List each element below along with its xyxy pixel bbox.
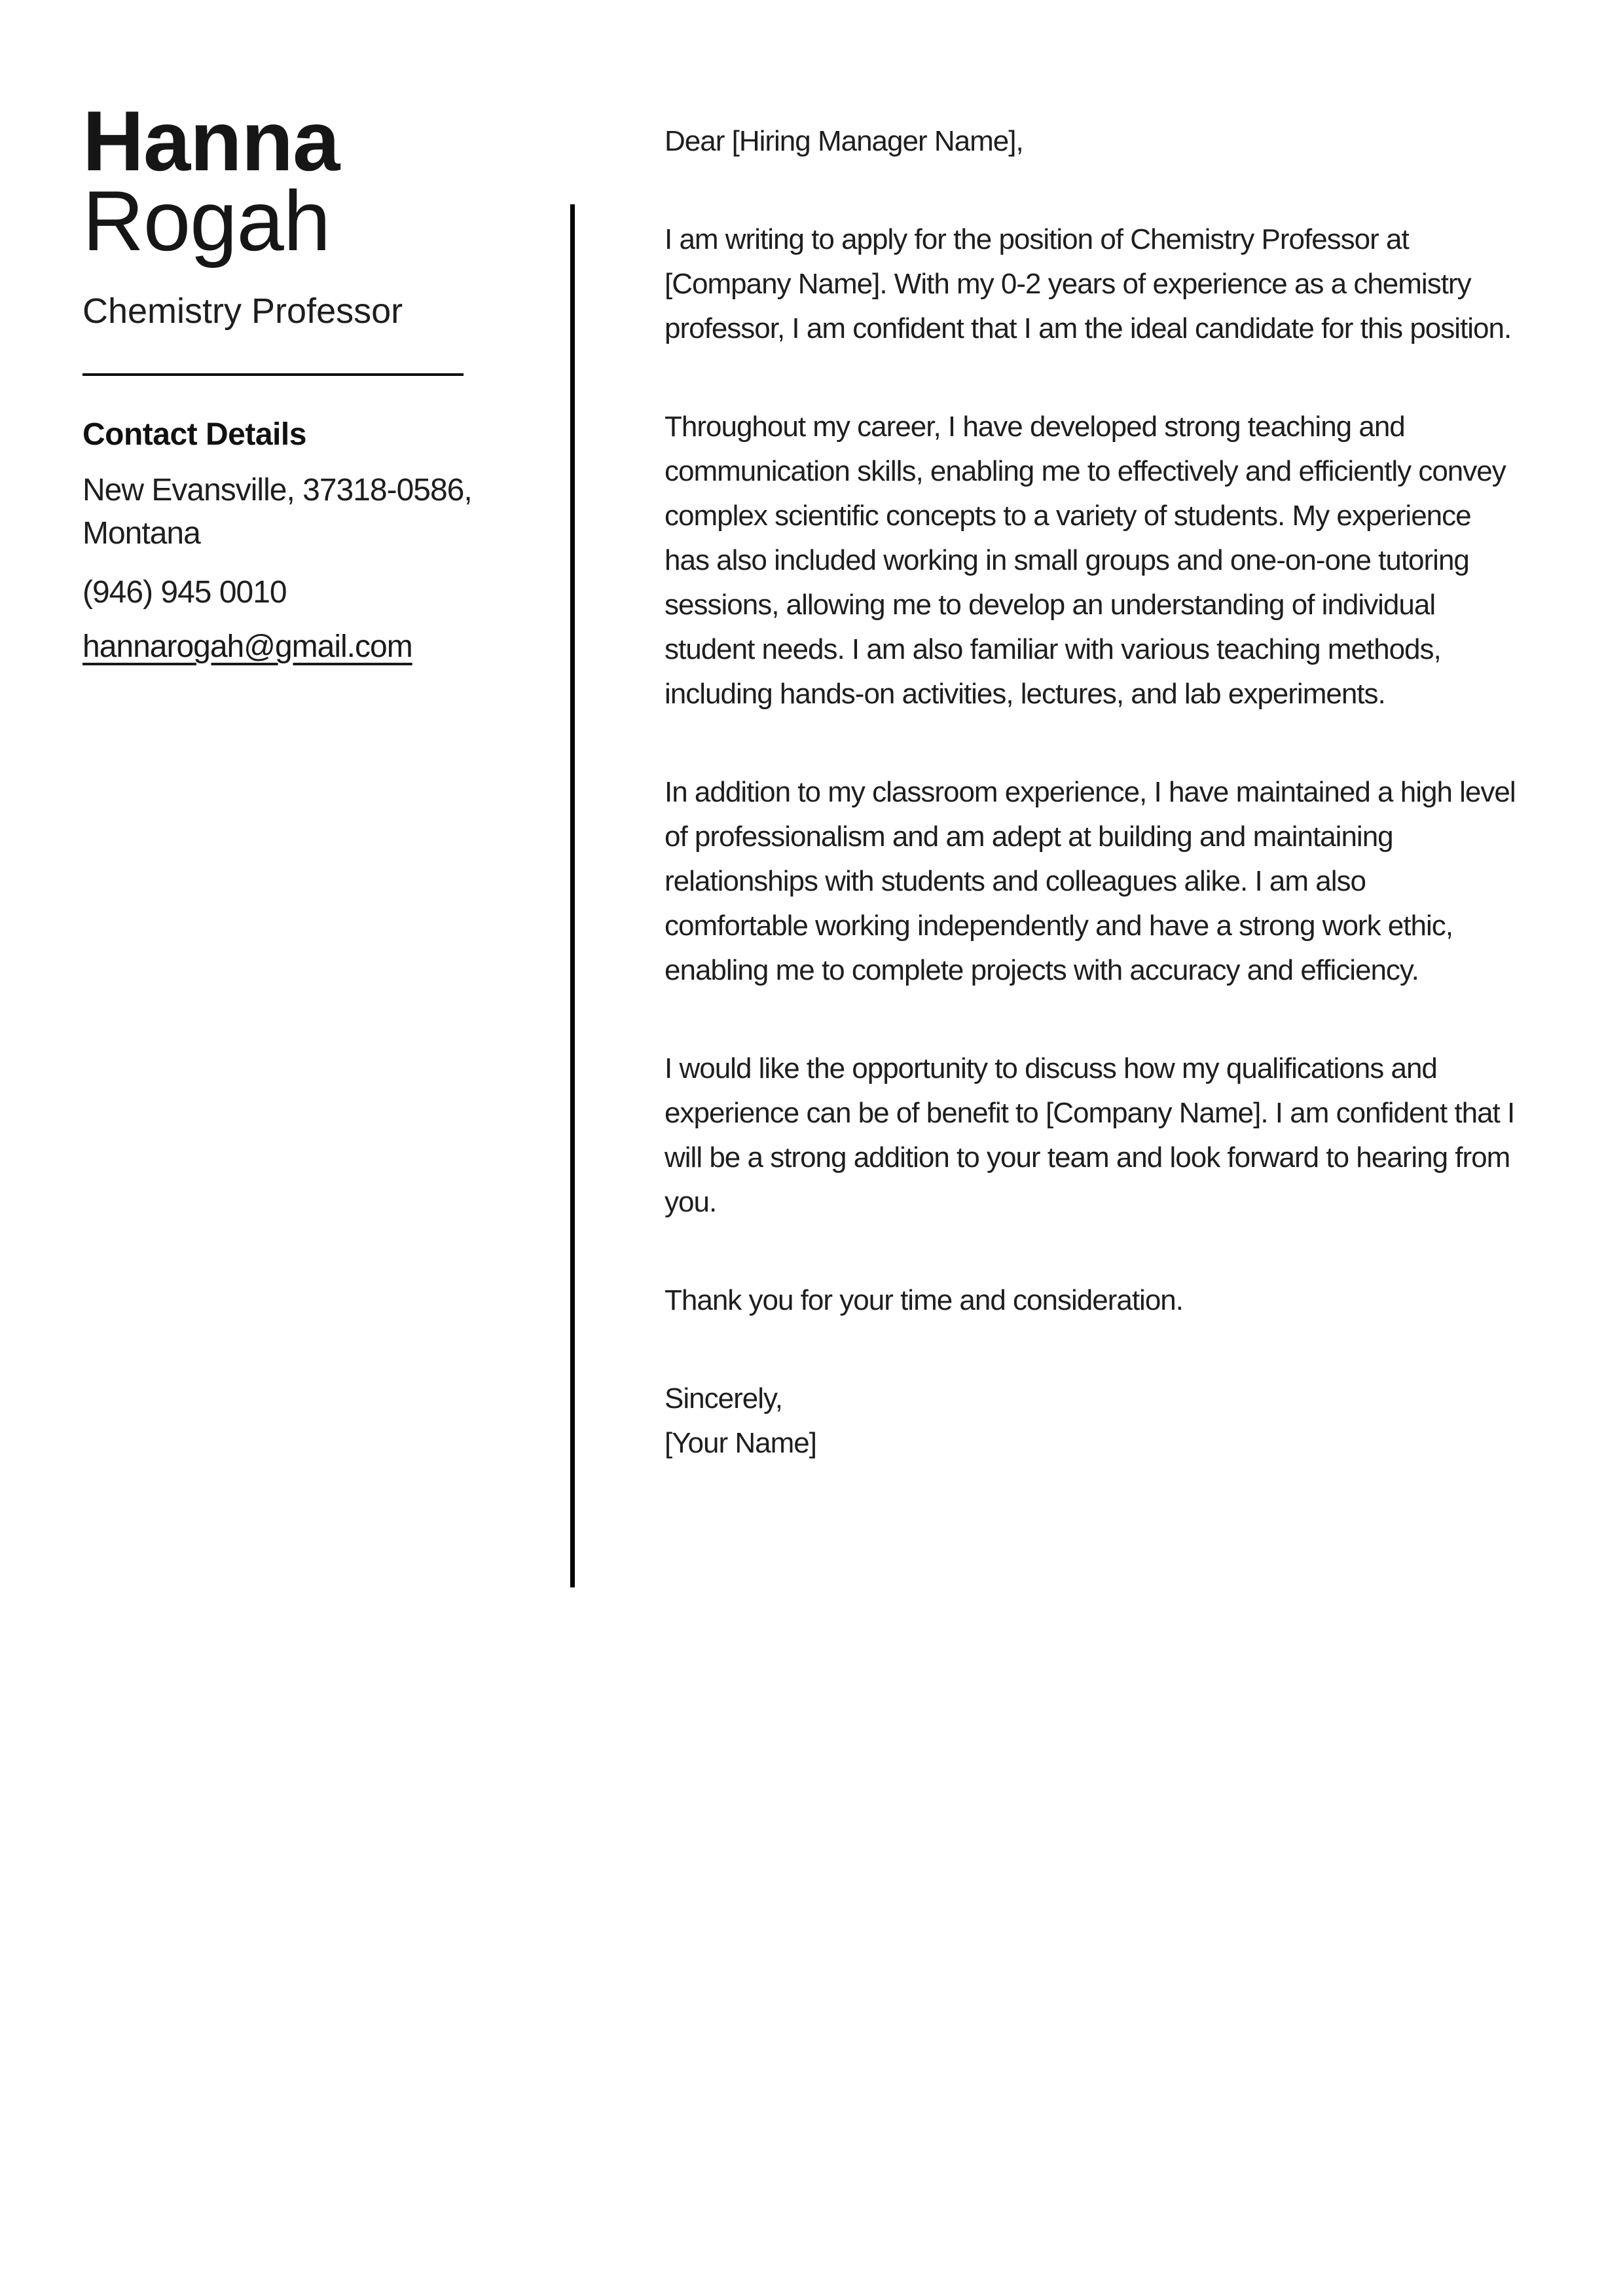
letter-paragraph-2: Throughout my career, I have developed strong teaching and communication skills, enabling me to effectively and efficiently convey complex scientific concepts to a variety of students. My experience has also included working in small groups and one-on-one tutoring sessions, allowing me to develop an understanding of individual student needs. I am also familiar with various teaching methods, including hands-on activities, lectures, and lab experiments. (665, 411, 1506, 710)
candidate-first-name: Hanna (82, 93, 340, 189)
contact-address (82, 469, 508, 555)
contact-phone: (946) 945 0010 (82, 575, 287, 610)
letter-accent-line (570, 204, 575, 1587)
salutation: Dear [Hiring Manager Name], (665, 125, 1023, 157)
contact-address-line1: New Evansville, 37318-0586, (82, 473, 472, 508)
candidate-name (82, 93, 508, 268)
letter-body (665, 119, 1516, 1466)
contact-details-heading: Contact Details (82, 417, 306, 452)
letter-signoff (665, 1377, 1516, 1466)
contact-email-link[interactable]: hannarogah@gmail.com (82, 629, 412, 664)
signoff-word: Sincerely, (665, 1382, 782, 1415)
contact-address-line2: Montana (82, 516, 200, 551)
sidebar (82, 93, 508, 669)
job-title: Chemistry Professor (82, 291, 403, 331)
letter-paragraph-4: I would like the opportunity to discuss how my qualifications and experience can be of benefit to [Company Name]. I am confident that I will be a strong addition to your team and look forward to hearing from you. (665, 1052, 1515, 1218)
sidebar-divider (82, 373, 464, 376)
candidate-last-name: Rogah (82, 173, 331, 268)
letter-paragraph-3: In addition to my classroom experience, I have maintained a high level of professionalism and am adept at building and maintaining relationships with students and colleagues alike. I am also comfortable working independently and have a strong work ethic, enabling me to complete projects with accuracy and efficiency. (665, 776, 1516, 986)
letter-paragraph-1: I am writing to apply for the position of Chemistry Professor at [Company Name]. With my 0-2 years of experience as a chemistry professor, I am confident that I am the ideal candidate for this position. (665, 223, 1512, 344)
signature-name-placeholder: [Your Name] (665, 1427, 816, 1459)
letter-thanks: Thank you for your time and consideration. (665, 1284, 1184, 1316)
